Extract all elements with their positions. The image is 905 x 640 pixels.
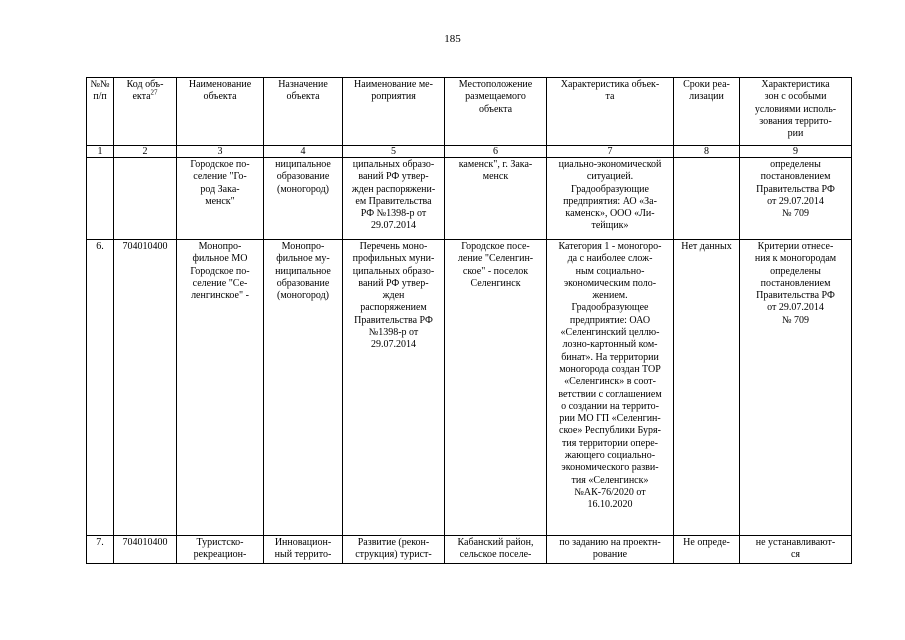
cell-code: 704010400 [114,240,177,536]
column-number: 1 [87,146,114,158]
cell-purpose: ниципальное образование (моногород) [264,158,343,240]
cell-timeline: Не опреде- [674,536,740,564]
cell-object-name: Городское по- селение "Го- род Зака- менск" [177,158,264,240]
cell-timeline: Нет данных [674,240,740,536]
column-number-row [87,146,852,158]
header-cell [740,78,852,146]
header-label: Наименование ме- роприятия [354,79,433,103]
cell-purpose: Монопро- фильное му- ниципальное образование (моногород) [264,240,343,536]
header-label: Наименование объекта [188,79,252,103]
cell-location: Городское посе- ление "Селенгин- ское" - поселок Селенгинск [445,240,547,536]
header-label: Характеристика зон с особыми условиями исполь- зования террито- рии [754,79,837,140]
header-cell [87,78,114,146]
header-label: Характеристика объек- та [560,79,660,103]
header-cell [177,78,264,146]
table-row [87,240,852,536]
header-cell [547,78,674,146]
header-label: Сроки реа- лизации [683,79,730,103]
cell-measure: Перечень моно- профильных муни- ципальных образо- ваний РФ утвер- жден распоряжением Правительства РФ №1398-р от 29.07.2014 [343,240,445,536]
cell-number: 7. [87,536,114,564]
cell-code [114,158,177,240]
column-number: 5 [343,146,445,158]
header-cell [674,78,740,146]
cell-characteristic: Категория 1 - моногоро- да с наиболее слож- ным социально- экономическим поло- жением. Градообразующее предприятие: ОАО «Селенгинский целлю- лозно-картонный ком- бинат». На территории моногорода создан ТОР «Селенгинск» в соот- ветствии с соглашением о создании на террито- рии МО ГП «Селенгин- ское» Республики Буря- тия территории опере- жающего социально- экономического разви- тия «Селенгинск» №АК-76/2020 от 16.10.2020 [547,240,674,536]
column-number: 8 [674,146,740,158]
header-cell [445,78,547,146]
table-row [87,536,852,564]
cell-location: Кабанский район, сельское поселе- [445,536,547,564]
cell-location: каменск", г. Зака- менск [445,158,547,240]
cell-zones: Критерии отнесе- ния к моногородам определены постановлением Правительства РФ от 29.07.2014 № 709 [740,240,852,536]
header-cell [114,78,177,146]
cell-characteristic: по заданию на проектн- рование [547,536,674,564]
cell-object-name: Монопро- фильное МО Городское по- селение "Се- ленгинское" - [177,240,264,536]
cell-object-name: Туристско- рекреацион- [177,536,264,564]
cell-number [87,158,114,240]
header-label: Код объ- екта [126,79,164,103]
objects-table [86,77,852,564]
column-number: 4 [264,146,343,158]
cell-zones: определены постановлением Правительства РФ от 29.07.2014 № 709 [740,158,852,240]
column-number: 3 [177,146,264,158]
column-number: 2 [114,146,177,158]
header-label: №№ п/п [90,79,110,103]
header-label: Назначение объекта [278,79,328,103]
cell-timeline [674,158,740,240]
column-number: 7 [547,146,674,158]
footnote-marker: 27 [150,88,158,97]
column-number: 6 [445,146,547,158]
table-row [87,158,852,240]
header-label: Местоположение размещаемого объекта [458,79,533,115]
cell-characteristic: циально-экономической ситуацией. Градообразующие предприятия: АО «За- каменск», ООО «Ли- тейщик» [547,158,674,240]
column-number: 9 [740,146,852,158]
cell-purpose: Инновацион- ный террито- [264,536,343,564]
cell-code: 704010400 [114,536,177,564]
page-number: 185 [444,33,461,45]
header-cell [343,78,445,146]
cell-number: 6. [87,240,114,536]
cell-measure: Развитие (рекон- струкция) турист- [343,536,445,564]
header-cell [264,78,343,146]
cell-zones: не устанавливают- ся [740,536,852,564]
header-row [87,78,852,146]
cell-measure: ципальных образо- ваний РФ утвер- жден распоряжени- ем Правительства РФ №1398-р от 29.07.2014 [343,158,445,240]
